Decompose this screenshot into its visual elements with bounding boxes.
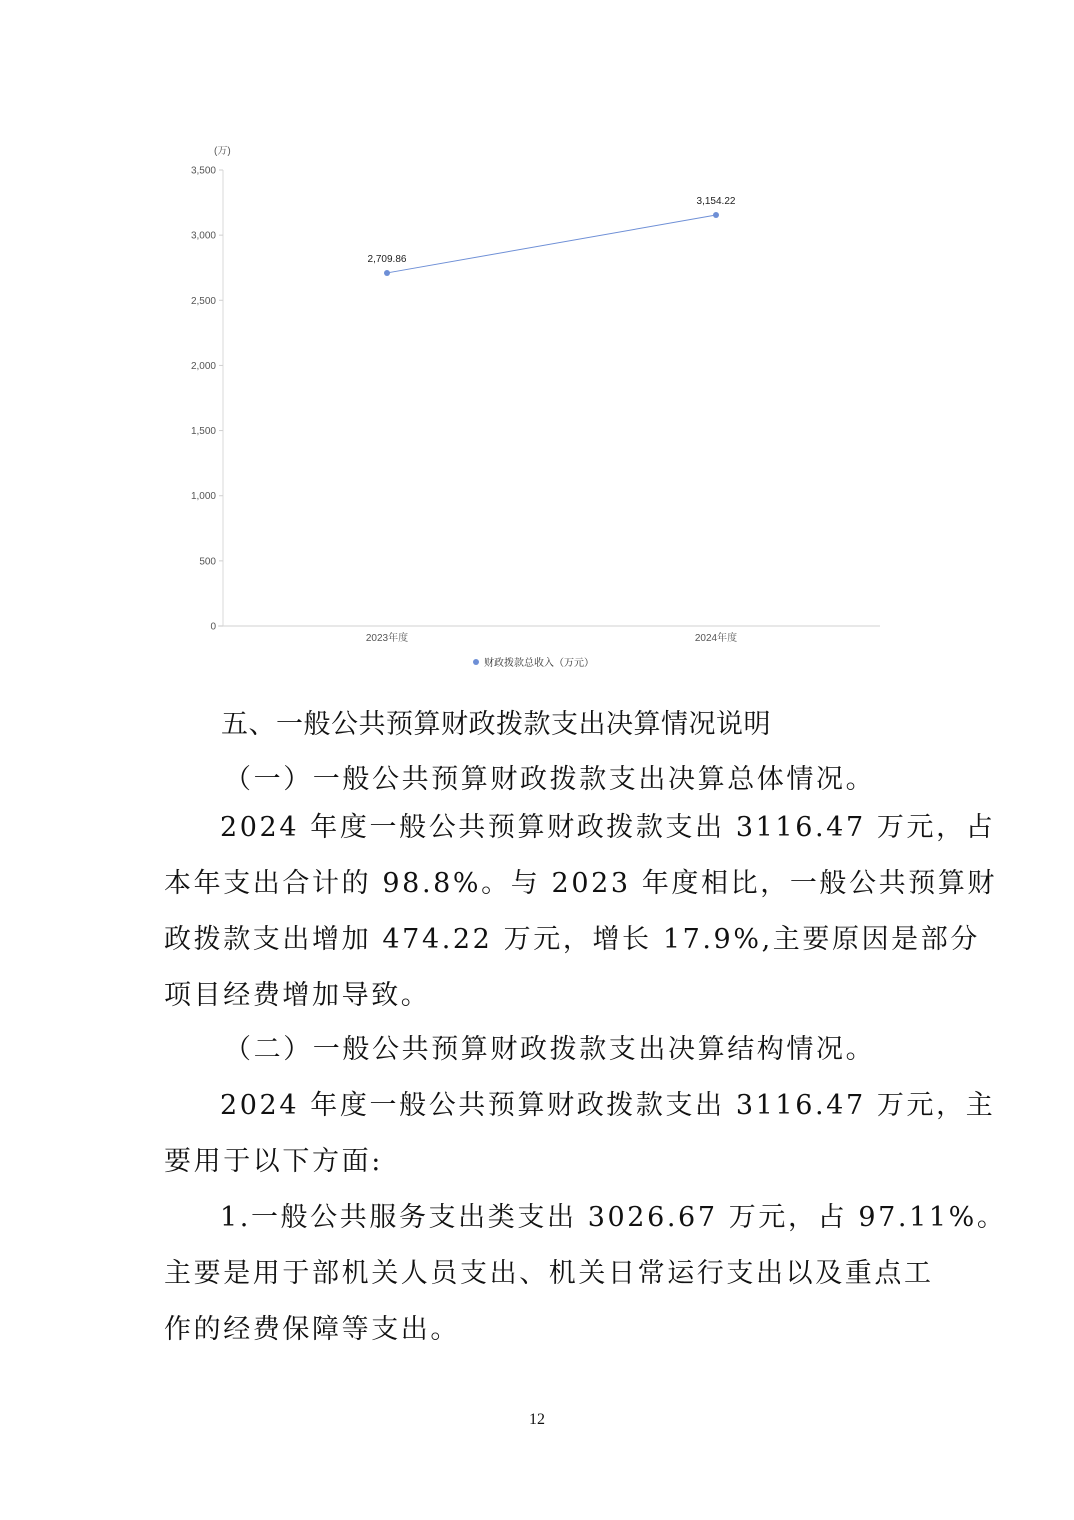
page-number: 12 [529,1411,545,1428]
y-tick-label: 2,500 [190,295,216,307]
data-point [384,270,390,276]
data-label: 2,709.86 [367,253,407,265]
y-tick-label: 0 [210,621,216,633]
paragraph-2 [164,1078,996,1190]
income-line-chart [0,0,1074,680]
series-group [368,196,736,276]
y-axis-ticks [191,166,223,633]
x-tick-label: 2024年度 [694,633,738,644]
paragraph-line: 1.一般公共服务支出类支出 3026.67 万元，占 97.11%。 [220,1202,1007,1233]
y-tick-label: 500 [199,556,216,568]
data-point [713,212,719,218]
section-heading: 五、一般公共预算财政拨款支出决算情况说明 [221,709,771,740]
paragraph-1 [164,800,998,1024]
chart-legend [473,656,594,669]
paragraph-line: 项目经费增加导致。 [164,980,431,1011]
y-tick-label: 1,500 [190,426,216,438]
x-axis-ticks [366,631,737,644]
paragraph-line: 2024 年度一般公共预算财政拨款支出 3116.47 万元，主 [220,1090,996,1121]
paragraph-line: 作的经费保障等支出。 [164,1314,460,1345]
y-tick-label: 2,000 [190,360,216,372]
series-line [387,215,716,273]
legend-label: 财政拨款总收入（万元） [484,658,594,669]
paragraph-line: 2024 年度一般公共预算财政拨款支出 3116.47 万元，占 [220,812,996,843]
x-tick-label: 2023年度 [365,633,409,644]
paragraph-line: 本年支出合计的 98.8%。与 2023 年度相比，一般公共预算财 [164,868,998,899]
y-axis-unit-label: (万) [214,146,231,157]
paragraph-line: 主要是用于部机关人员支出、机关日常运行支出以及重点工 [164,1258,934,1289]
paragraph-line: 政拨款支出增加 474.22 万元，增长 17.9%,主要原因是部分 [164,924,980,955]
y-tick-label: 1,000 [190,491,216,503]
sub-heading-1-text: （一）一般公共预算财政拨款支出决算总体情况。 [224,764,876,795]
paragraph-3 [164,1190,1007,1358]
legend-marker [473,659,479,665]
data-label: 3,154.22 [696,196,736,208]
sub-heading-2-text: （二）一般公共预算财政拨款支出决算结构情况。 [224,1034,876,1065]
paragraph-line: 要用于以下方面: [164,1146,383,1177]
sub-heading-2 [164,1022,924,1078]
y-tick-label: 3,000 [190,230,216,242]
y-tick-label: 3,500 [190,165,216,177]
